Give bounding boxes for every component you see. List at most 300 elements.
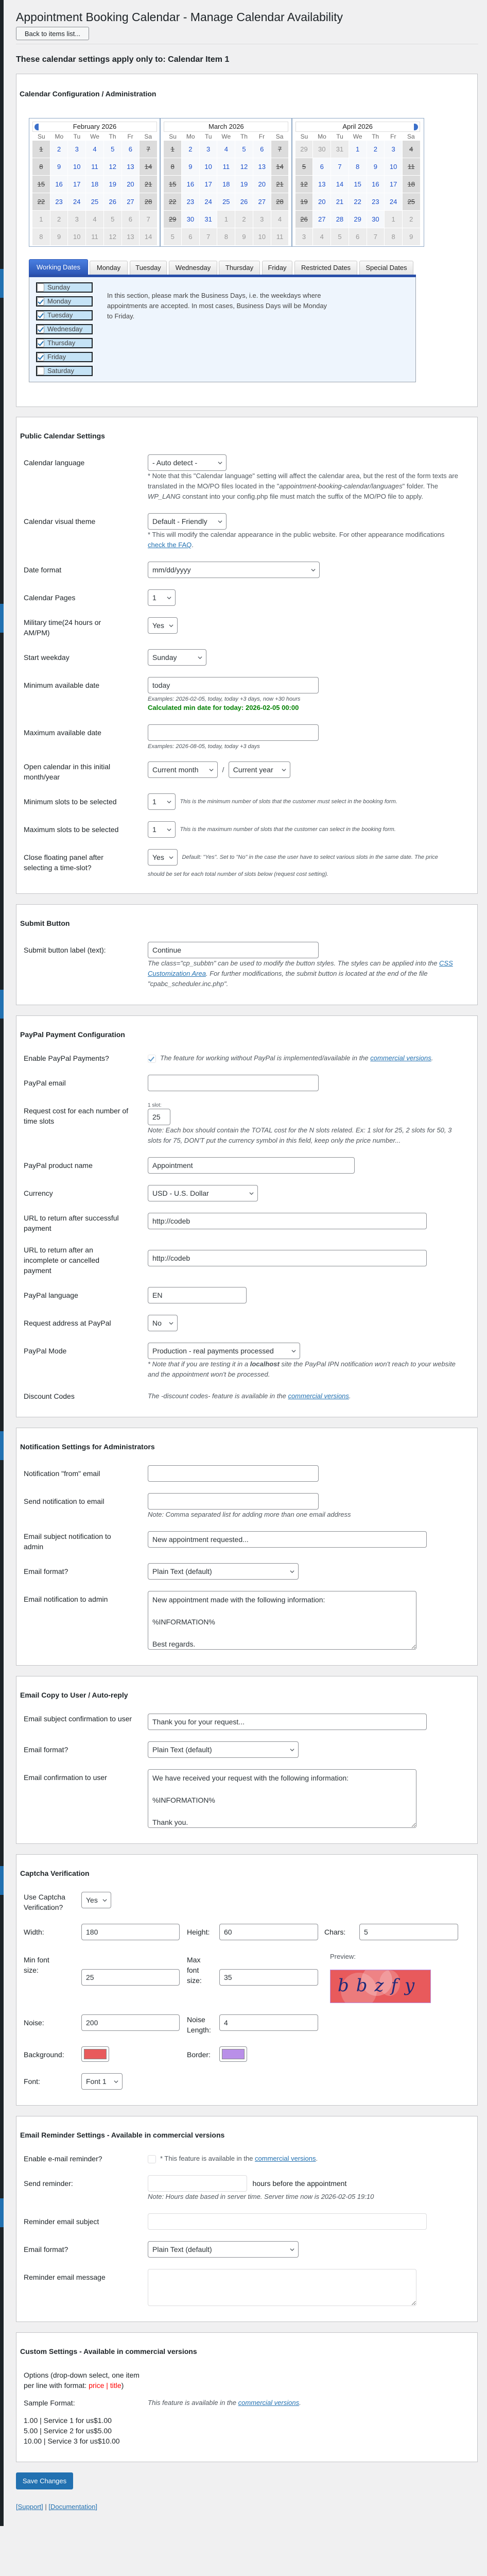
admin-body-textarea[interactable] [148,1591,416,1650]
calendar-day-available[interactable]: 13 [253,158,271,175]
calendar-day-disabled: 8 [32,158,50,175]
section-heading: Calendar Configuration / Administration [20,90,156,98]
working-day-checkbox-saturday[interactable] [36,366,93,376]
calendar-day-available[interactable]: 29 [349,211,367,228]
min-date-label: Minimum available date [24,681,100,689]
commercial-versions-link[interactable]: commercial versions [370,1054,431,1062]
calendar-language-note [148,471,462,502]
calendar-day-available[interactable]: 28 [331,211,349,228]
checkbox-checked-icon [37,353,44,361]
calendar-language-select[interactable] [148,454,227,471]
calendar-day-other-month: 2 [403,211,420,228]
captcha-chars-input[interactable] [359,1924,458,1940]
section-heading: Custom Settings - Available in commercial versions [20,2347,197,2355]
calendar-day-other-month: 4 [86,211,103,228]
captcha-font-size-row [16,1952,477,2003]
preview-label: Preview: [330,1953,356,1960]
documentation-link[interactable]: [Documentation] [48,2503,98,2511]
working-day-label: Monday [47,297,72,305]
calendar-day-disabled: 7 [140,141,157,158]
calendar-day-available[interactable]: 8 [349,158,367,175]
calendar-day-available[interactable]: 3 [385,141,402,158]
select-value: 1 [152,594,156,602]
admin-subject-input[interactable] [148,1531,427,1548]
calendar-day-available[interactable]: 6 [122,141,140,158]
calendar-item-heading: These calendar settings apply only to: Calendar Item 1 [16,55,230,64]
working-day-checkbox-thursday[interactable] [36,338,93,348]
day-grid [295,141,420,245]
day-grid [164,141,288,245]
weekday-label: We [221,133,231,140]
date-format-row [16,562,477,578]
tab-restricted-dates[interactable]: Restricted Dates [294,261,357,275]
tab-monday[interactable]: Monday [90,261,128,275]
paypal-mode-note [148,1359,462,1380]
reminder-subject-row [16,2213,477,2230]
product-name-label: PayPal product name [24,1161,93,1170]
send-reminder-label: Send reminder: [24,2179,73,2188]
enable-reminder-label: Enable e-mail reminder? [24,2155,102,2163]
reminder-format-row [16,2241,477,2258]
font-label: Font: [24,2077,40,2086]
captcha-font-row [16,2073,477,2090]
section-heading: Notification Settings for Administrators [20,1443,155,1451]
calendar-day-available[interactable]: 10 [200,158,217,175]
paypal-language-input[interactable] [148,1287,247,1303]
calendar-day-available[interactable]: 9 [367,158,385,175]
admin-format-select[interactable] [148,1563,299,1580]
note-text: constant into your config.php file must match the suffix of the MO/PO file to apply. [180,493,423,500]
min-font-label: Min font size: [24,1956,49,1974]
calendar-day-other-month: 6 [182,228,199,245]
min-slots-select[interactable] [148,793,176,810]
calendar-day-available[interactable]: 16 [182,176,199,193]
month-header [164,122,288,132]
calendar-day-available[interactable]: 23 [50,193,68,210]
initial-year-select[interactable] [229,761,290,778]
enable-paypal-row [16,1053,477,1063]
checkbox-checked-icon [37,297,44,306]
calendar-day-available[interactable]: 19 [104,176,121,193]
max-date-row [16,724,477,750]
faq-link[interactable]: check the FAQ [148,541,192,549]
calendar-day-available[interactable]: 12 [235,158,253,175]
weekday-label: Th [372,133,379,140]
calendar-day-disabled: 7 [271,141,289,158]
chevron-down-icon [282,768,286,772]
select-value: Yes [152,853,164,861]
availability-calendar [29,118,424,247]
initial-month-select[interactable] [148,761,218,778]
section-heading: Email Copy to User / Auto-reply [20,1691,128,1699]
calendar-day-available[interactable]: 16 [50,176,68,193]
noise-length-input[interactable] [219,2014,318,2031]
calendar-day-disabled: 21 [271,176,289,193]
working-day-checkbox-monday[interactable] [36,296,93,307]
min-date-examples: Examples: 2026-02-05, today, today +3 days, now +30 hours [148,696,301,702]
calendar-day-available[interactable]: 6 [253,141,271,158]
calendar-day-available[interactable]: 19 [235,176,253,193]
month-header [295,122,420,132]
calendar-day-other-month: 7 [140,211,157,228]
request-address-select[interactable] [148,1315,178,1331]
user-body-textarea[interactable] [148,1769,416,1828]
weekday-label: Tu [204,133,212,140]
calendar-day-disabled: 1 [32,141,50,158]
calendar-day-available[interactable]: 9 [50,158,68,175]
use-captcha-select[interactable] [81,1892,111,1908]
notify-email-note: Note: Comma separated list for adding more than one email address [148,1511,351,1518]
close-panel-select[interactable] [148,849,178,866]
working-day-checkbox-sunday[interactable] [36,282,93,293]
weekday-label: Fr [390,133,396,140]
product-name-row [16,1157,477,1174]
submit-label-input[interactable] [148,942,319,958]
weekday-label: Sa [275,133,284,140]
calendar-day-available[interactable]: 4 [217,141,235,158]
calendar-day-disabled: 22 [32,193,50,210]
working-day-checkbox-friday[interactable] [36,352,93,362]
calendar-day-disabled: 8 [164,158,181,175]
max-slots-note: This is the maximum number of slots that the customer can select in the booking form. [180,826,396,833]
calendar-day-available[interactable]: 5 [104,141,121,158]
max-date-input[interactable] [148,724,319,741]
sample-line: 1.00 | Service 1 for us$1.00 [24,2416,112,2425]
calculated-min-date: Calculated min date for today: 2026-02-05 00:00 [148,704,299,711]
noise-length-label: Noise Length: [187,2015,211,2034]
calendar-day-available[interactable]: 24 [200,193,217,210]
calendar-day-available[interactable]: 11 [217,158,235,175]
css-customization-link[interactable]: CSS Customization Area [148,959,453,977]
paypal-mode-row [16,1343,477,1380]
note-text: This feature is available in the [148,2399,238,2406]
calendar-day-disabled: 22 [164,193,181,210]
calendar-day-available[interactable]: 27 [122,193,140,210]
chevron-down-icon [291,1349,296,1353]
server-time-note: Note: Hours date based in server time. Server time now is 2026-02-05 19:10 [148,2193,374,2200]
enable-paypal-checkbox[interactable] [148,1055,156,1063]
calendar-day-available[interactable]: 24 [385,193,402,210]
top-area [0,0,487,417]
tab-thursday[interactable]: Thursday [219,261,260,275]
calendar-day-available[interactable]: 18 [217,176,235,193]
reminder-subject-label: Reminder email subject [24,2217,99,2226]
calendar-day-disabled: 28 [271,193,289,210]
commercial-versions-link[interactable]: commercial versions [255,2155,316,2162]
max-slots-row [16,821,477,838]
calendar-day-available[interactable]: 23 [182,193,199,210]
calendar-day-available[interactable]: 10 [68,158,85,175]
custom-settings-note [148,2398,477,2408]
chevron-down-icon [218,519,222,524]
calendar-day-available[interactable]: 31 [200,211,217,228]
captcha-width-input[interactable] [81,1924,180,1940]
paypal-mode-select[interactable] [148,1343,300,1359]
admin-subject-label: Email subject notification to admin [24,1532,111,1551]
calendar-day-other-month: 13 [122,228,140,245]
calendar-pages-select[interactable] [148,589,176,606]
select-value: Yes [152,621,164,630]
footer-links [16,2503,487,2511]
noise-input[interactable] [81,2014,180,2031]
note-text: . [299,2399,301,2406]
calendar-day-available[interactable]: 6 [313,158,331,175]
calendar-day-available[interactable]: 30 [367,211,385,228]
min-slots-row [16,793,477,810]
calendar-day-other-month: 2 [50,211,68,228]
support-link[interactable]: [Support] [16,2503,43,2511]
enable-paypal-label: Enable PayPal Payments? [24,1054,109,1062]
chevron-down-icon [249,1191,254,1196]
format-highlight: price | title [89,2381,121,2389]
calendar-day-available[interactable]: 27 [253,193,271,210]
weekday-header [164,132,288,141]
calendar-day-available[interactable]: 1 [349,141,367,158]
start-weekday-row [16,649,477,666]
max-slots-select[interactable] [148,821,176,838]
max-slots-label: Maximum slots to be selected [24,825,119,834]
notify-email-input[interactable] [148,1493,319,1510]
paypal-mode-label: PayPal Mode [24,1347,67,1355]
currency-label: Currency [24,1189,53,1197]
calendar-day-disabled: 15 [164,176,181,193]
product-name-input[interactable] [148,1157,355,1174]
weekday-label: Fr [127,133,133,140]
visual-theme-note [148,530,462,550]
reminder-format-select[interactable] [148,2241,299,2258]
min-slots-note: This is the minimum number of slots that the customer must select in the booking form. [180,799,397,805]
month-year-separator: / [222,766,224,774]
autoreply-section [16,1676,478,1844]
calendar-day-available[interactable]: 26 [104,193,121,210]
calendar-day-available[interactable]: 10 [385,158,402,175]
color-swatch [222,2049,245,2059]
commercial-versions-link[interactable]: commercial versions [238,2399,300,2406]
page-title: Appointment Booking Calendar - Manage Calendar Availability [16,10,343,24]
return-url-input[interactable] [148,1213,427,1229]
initial-month-year-label: Open calendar in this initial month/year [24,762,111,781]
select-value: 1 [152,798,156,806]
chevron-down-icon [114,2079,118,2084]
chevron-down-icon [169,1321,173,1326]
date-format-select[interactable] [148,562,320,578]
max-font-input[interactable] [219,1969,318,1986]
tab-wednesday[interactable]: Wednesday [169,261,217,275]
calendar-day-disabled: 1 [164,141,181,158]
user-format-select[interactable] [148,1741,299,1758]
calendar-day-other-month: 10 [68,228,85,245]
chevron-down-icon [169,623,173,628]
font-select[interactable] [81,2073,123,2090]
visual-theme-select[interactable] [148,513,227,530]
calendar-day-available[interactable]: 23 [367,193,385,210]
calendar-day-available[interactable]: 17 [68,176,85,193]
working-day-label: Thursday [47,339,76,347]
background-color-label: Background: [24,2050,64,2059]
checkbox-unchecked-icon [37,283,44,292]
military-time-label: Military time(24 hours or AM/PM) [24,618,101,637]
calendar-day-available[interactable]: 9 [182,158,199,175]
calendar-day-available[interactable]: 13 [313,176,331,193]
checkbox-checked-icon [37,311,44,319]
calendar-day-other-month: 8 [385,228,402,245]
working-day-label: Sunday [47,283,71,291]
label-text: ) [121,2381,124,2389]
weekday-label: Tu [336,133,343,140]
calendar-day-available[interactable]: 22 [349,193,367,210]
chevron-down-icon [311,568,316,572]
paypal-email-input[interactable] [148,1075,319,1091]
select-value: Sunday [152,653,177,662]
slot-label: 1 slot: [148,1103,162,1108]
calendar-day-available[interactable]: 20 [253,176,271,193]
calendar-day-available[interactable]: 17 [385,176,402,193]
section-heading: Email Reminder Settings - Available in commercial versions [20,2131,225,2139]
reminder-format-label: Email format? [24,2245,68,2253]
reminder-message-row [16,2269,477,2306]
calendar-day-disabled: 26 [295,211,313,228]
month-title: April 2026 [342,123,373,130]
calendar-day-other-month: 11 [86,228,103,245]
from-email-input[interactable] [148,1465,319,1482]
prev-month-icon[interactable] [34,124,39,130]
tab-special-dates[interactable]: Special Dates [359,261,413,275]
admin-body-row [16,1591,477,1650]
calendar-day-available[interactable]: 15 [349,176,367,193]
currency-select[interactable] [148,1185,258,1201]
submit-button-section [16,904,478,1005]
calendar-day-available[interactable]: 26 [235,193,253,210]
start-weekday-select[interactable] [148,649,206,666]
calendar-day-available[interactable]: 7 [331,158,349,175]
calendar-day-available[interactable]: 12 [104,158,121,175]
calendar-day-available[interactable]: 20 [313,193,331,210]
calendar-day-available[interactable]: 21 [331,193,349,210]
initial-month-year-row [16,761,477,782]
calendar-day-other-month: 5 [164,228,181,245]
reminder-hours-input[interactable] [148,2175,247,2192]
calendar-day-available[interactable]: 25 [217,193,235,210]
calendar-day-available[interactable]: 24 [68,193,85,210]
back-to-items-button[interactable]: Back to items list... [16,27,89,40]
calendar-day-available[interactable]: 18 [86,176,103,193]
currency-row [16,1185,477,1201]
slot-cost-input[interactable] [148,1109,170,1125]
user-body-row [16,1769,477,1828]
calendar-day-other-month: 4 [271,211,289,228]
tab-working-dates[interactable]: Working Dates [29,259,88,275]
request-cost-row [16,1103,477,1146]
next-month-icon[interactable] [414,124,418,130]
calendar-day-available[interactable]: 3 [68,141,85,158]
sample-format-row [16,2398,477,2408]
select-value: Plain Text (default) [152,2245,212,2253]
calendar-day-disabled: 15 [32,176,50,193]
calendar-day-available[interactable]: 11 [86,158,103,175]
calendar-day-available[interactable]: 2 [50,141,68,158]
weekday-label: We [353,133,362,140]
chevron-down-icon [209,768,214,772]
calendar-day-other-month: 9 [235,228,253,245]
note-text: appointment-booking-calendar/languages [279,482,403,490]
calendar-day-available[interactable]: 16 [367,176,385,193]
min-date-row [16,677,477,713]
tab-friday[interactable]: Friday [262,261,292,275]
calendar-day-available[interactable]: 5 [235,141,253,158]
cancel-url-input[interactable] [148,1250,427,1266]
close-panel-row [16,849,477,878]
calendar-day-other-month: 3 [68,211,85,228]
border-color-picker[interactable] [219,2046,247,2062]
calendar-day-available[interactable]: 20 [122,176,140,193]
calendar-day-available[interactable]: 3 [200,141,217,158]
month-title: March 2026 [208,123,244,130]
chevron-down-icon [102,1898,107,1903]
military-time-select[interactable] [148,617,178,634]
calendar-day-available[interactable]: 17 [200,176,217,193]
calendar-day-available[interactable]: 4 [86,141,103,158]
calendar-day-available[interactable]: 14 [331,176,349,193]
calendar-day-other-month: 29 [295,141,313,158]
return-url-label: URL to return after successful payment [24,1214,119,1232]
start-weekday-label: Start weekday [24,653,69,662]
calendar-day-available[interactable]: 30 [182,211,199,228]
admin-sidebar-highlight [0,604,4,633]
calendar-day-available[interactable]: 2 [367,141,385,158]
min-date-input[interactable] [148,677,319,693]
month-header [32,122,157,132]
calendar-day-available[interactable]: 2 [182,141,199,158]
save-changes-button[interactable]: Save Changes [16,2472,73,2489]
reminder-subject-input[interactable] [148,2213,427,2230]
calendar-day-available[interactable]: 25 [86,193,103,210]
captcha-height-label: Height: [187,1928,210,1936]
calendar-day-other-month: 6 [122,211,140,228]
commercial-versions-link[interactable]: commercial versions [288,1392,349,1400]
weekday-label: Mo [318,133,326,140]
background-color-picker[interactable] [81,2046,109,2062]
working-day-checkbox-wednesday[interactable] [36,324,93,334]
chevron-down-icon [167,596,171,600]
request-address-row [16,1315,477,1331]
calendar-day-available[interactable]: 27 [313,211,331,228]
cancel-url-label: URL to return after an incomplete or cancelled payment [24,1246,100,1275]
calendar-day-other-month: 11 [271,228,289,245]
calendar-day-other-month: 4 [313,228,331,245]
captcha-height-input[interactable] [219,1924,318,1940]
working-day-label: Tuesday [47,311,73,319]
calendar-day-other-month: 14 [140,228,157,245]
calendar-day-disabled: 4 [403,141,420,158]
enable-reminder-checkbox[interactable] [148,2155,156,2163]
calendar-day-available[interactable]: 13 [122,158,140,175]
sample-line: 5.00 | Service 2 for us$5.00 [24,2427,112,2435]
calendar-day-other-month: 9 [403,228,420,245]
tab-tuesday[interactable]: Tuesday [130,261,167,275]
calendar-day-disabled: 12 [295,176,313,193]
note-text: . [316,2155,318,2162]
user-subject-input[interactable] [148,1714,427,1730]
section-heading: Captcha Verification [20,1869,90,1877]
reminder-message-textarea[interactable] [148,2269,416,2306]
calendar-day-disabled: 14 [140,158,157,175]
paypal-section [16,1015,478,1417]
working-day-checkbox-tuesday[interactable] [36,310,93,320]
return-url-row [16,1213,477,1233]
min-font-input[interactable] [81,1969,180,1986]
admin-sidebar-highlight [0,1431,4,1460]
close-panel-label: Close floating panel after selecting a time-slot? [24,853,103,872]
